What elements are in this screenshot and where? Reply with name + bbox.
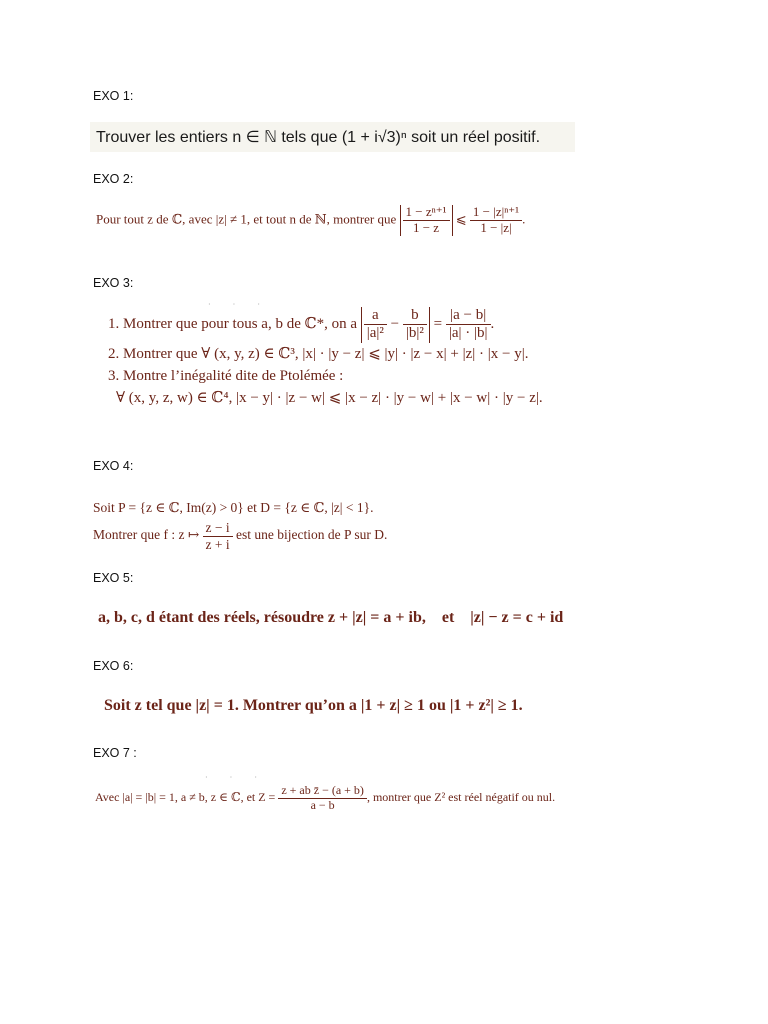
exo2-statement: [96, 205, 525, 236]
exo1-label: EXO 1:: [93, 89, 134, 103]
exo3-item1-frac-a: [364, 307, 387, 343]
exo2-end: .: [522, 211, 526, 227]
exo6-label: EXO 6:: [93, 659, 134, 673]
exo2-lhs-abs: [400, 205, 453, 236]
exo3-item2: 2. Montrer que ∀ (x, y, z) ∈ ℂ³, |x| · |y − z| ⩽ |y| · |z − x| + |z| · |x − y|.: [108, 345, 529, 362]
exo3-minus: −: [390, 316, 400, 333]
exo5-label: EXO 5:: [93, 571, 134, 585]
exo4-label: EXO 4:: [93, 459, 134, 473]
exo2-lhs-denominator: 1 − z: [412, 219, 440, 235]
exo3-equals: =: [433, 316, 443, 333]
exo2-rhs-fraction: [470, 205, 522, 236]
exo7-suffix: , montrer que Z² est réel négatif ou nul.: [366, 790, 556, 805]
exo3-frac-a-den: |a|²: [366, 325, 384, 342]
exo4-line1: Soit P = {z ∈ ℂ, Im(z) > 0} et D = {z ∈ ℂ, |z| < 1}.: [93, 500, 374, 515]
exo3-item1-frac-b: [403, 307, 427, 343]
exo3-item1-frac-r: [446, 307, 491, 343]
exo3-item1-abs: [361, 307, 430, 343]
exo2-lhs-fraction: [403, 205, 450, 236]
exo4-line2-suffix: est une bijection de P sur D.: [236, 527, 388, 543]
exo2-rhs-numerator: 1 − |z|ⁿ⁺¹: [470, 205, 522, 221]
scan-artifact-dots: · · ·: [208, 300, 270, 309]
scan-artifact-dots-2: · · ·: [205, 773, 267, 782]
exo7-prefix: Avec |a| = |b| = 1, a ≠ b, z ∈ ℂ, et Z =: [95, 790, 276, 805]
exo3-frac-a-num: a: [364, 307, 387, 325]
exo2-intro: Pour tout z de ℂ, avec |z| ≠ 1, et tout n de ℕ, montrer que: [96, 211, 397, 227]
exo7-fraction: [278, 784, 367, 813]
exo2-rhs-denominator: 1 − |z|: [480, 219, 512, 235]
exo3-label: EXO 3:: [93, 276, 134, 290]
exo4-line2-prefix: Montrer que f : z ↦: [93, 527, 200, 543]
exo1-statement-box: [90, 122, 575, 152]
exo2-lhs-numerator: 1 − zⁿ⁺¹: [403, 205, 450, 221]
exo7-fraction-num: z + ab z̄ − (a + b): [278, 784, 367, 799]
exo3-frac-b-den: |b|²: [405, 325, 424, 342]
exo3-item3-formula: ∀ (x, y, z, w) ∈ ℂ⁴, |x − y| · |z − w| ⩽ |x − z| · |y − w| + |x − w| · |y − z|.: [116, 389, 543, 406]
exo3-item1-end: .: [490, 316, 495, 333]
exo3-item3: 3. Montre l’inégalité dite de Ptolémée :: [108, 367, 344, 384]
exo3-frac-b-num: b: [403, 307, 427, 325]
exo2-label: EXO 2:: [93, 172, 134, 186]
exo4-fraction-num: z − i: [203, 520, 233, 537]
exo6-statement: Soit z tel que |z| = 1. Montrer qu’on a |1 + z| ≥ 1 ou |1 + z²| ≥ 1.: [104, 697, 523, 714]
exo7-statement: [95, 784, 555, 813]
exo3-statement: [108, 307, 543, 409]
exo4-fraction-den: z + i: [205, 536, 230, 552]
exo4-fraction: [203, 520, 233, 552]
exo3-item1: [108, 307, 543, 343]
exo7-fraction-den: a − b: [310, 797, 335, 812]
exo4-statement: [93, 496, 387, 552]
exo3-item1-prefix: 1. Montrer que pour tous a, b de ℂ*, on a: [108, 316, 357, 333]
exo4-line2: [93, 520, 387, 552]
exo1-statement: Trouver les entiers n ∈ ℕ tels que (1 + i√3)ⁿ soit un réel positif.: [96, 129, 541, 146]
exo7-label: EXO 7 :: [93, 746, 137, 760]
exo3-frac-r-den: |a| · |b|: [448, 325, 488, 342]
exo5-statement: a, b, c, d étant des réels, résoudre z + |z| = a + ib, et |z| − z = c + id: [98, 609, 564, 626]
exo3-frac-r-num: |a − b|: [446, 307, 491, 325]
exo2-relation: ⩽: [455, 211, 467, 227]
